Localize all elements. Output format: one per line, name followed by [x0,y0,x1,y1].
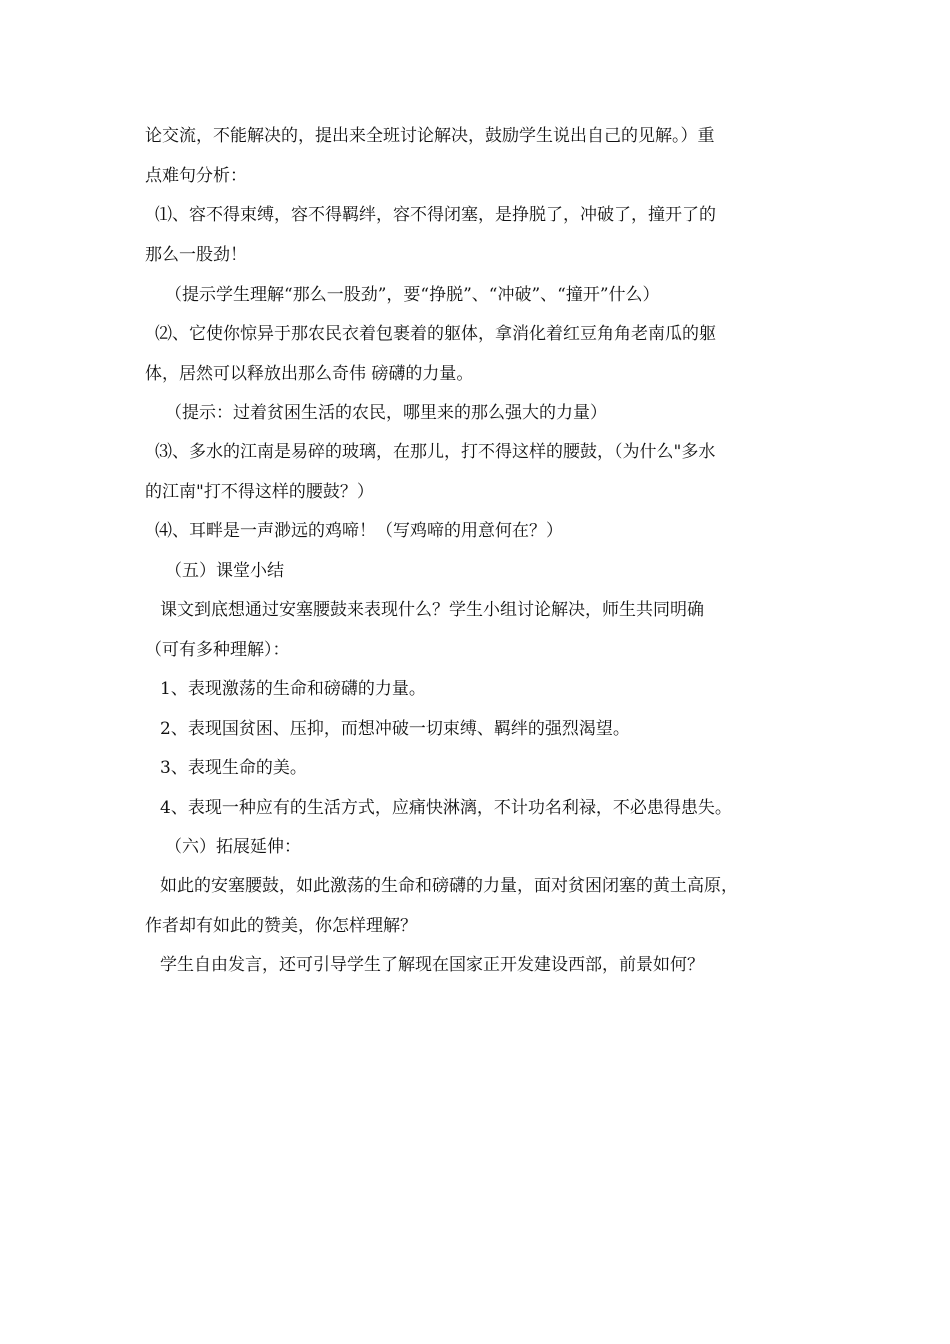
paragraph-line: 作者却有如此的赞美，你怎样理解？ [145,916,417,936]
list-item: 1、表现激荡的生命和磅礴的力量。 [160,679,426,699]
list-item: 3、表现生命的美。 [160,758,307,778]
paragraph-line: ⑷、耳畔是一声渺远的鸡啼！（写鸡啼的用意何在？） [155,521,563,541]
paragraph-line: ⑶、多水的江南是易碎的玻璃，在那儿，打不得这样的腰鼓，（为什么"多水 [155,442,716,462]
paragraph-line: 那么一股劲！ [145,245,247,265]
paragraph-line: 论交流，不能解决的，提出来全班讨论解决，鼓励学生说出自己的见解。）重 [145,126,715,146]
section-heading: （五）课堂小结 [165,561,284,581]
list-item: 2、表现国贫困、压抑，而想冲破一切束缚、羁绊的强烈渴望。 [160,719,630,739]
paragraph-line: 的江南"打不得这样的腰鼓？） [145,482,374,502]
paragraph-line: （提示学生理解“那么一股劲”，要“挣脱”、“冲破”、“撞开”什么） [165,285,660,305]
section-heading: （六）拓展延伸： [165,837,301,857]
paragraph-line: （可有多种理解）： [145,640,290,660]
paragraph-line: 体，居然可以释放出那么奇伟 磅礴的力量。 [145,364,474,384]
list-item: 4、表现一种应有的生活方式，应痛快淋漓，不计功名利禄，不必患得患失。 [160,798,732,818]
paragraph-line: ⑵、它使你惊异于那农民衣着包裹着的躯体，拿消化着红豆角角老南瓜的躯 [155,324,716,344]
paragraph-line: （提示：过着贫困生活的农民，哪里来的那么强大的力量） [165,403,607,423]
paragraph-line: 学生自由发言，还可引导学生了解现在国家正开发建设西部，前景如何？ [160,955,704,975]
paragraph-line: 如此的安塞腰鼓，如此激荡的生命和磅礴的力量，面对贫困闭塞的黄土高原， [160,876,738,896]
paragraph-line: 课文到底想通过安塞腰鼓来表现什么？学生小组讨论解决，师生共同明确 [160,600,704,620]
paragraph-line: 点难句分析： [145,166,247,186]
paragraph-line: ⑴、容不得束缚，容不得羁绊，容不得闭塞，是挣脱了，冲破了，撞开了的 [155,205,716,225]
